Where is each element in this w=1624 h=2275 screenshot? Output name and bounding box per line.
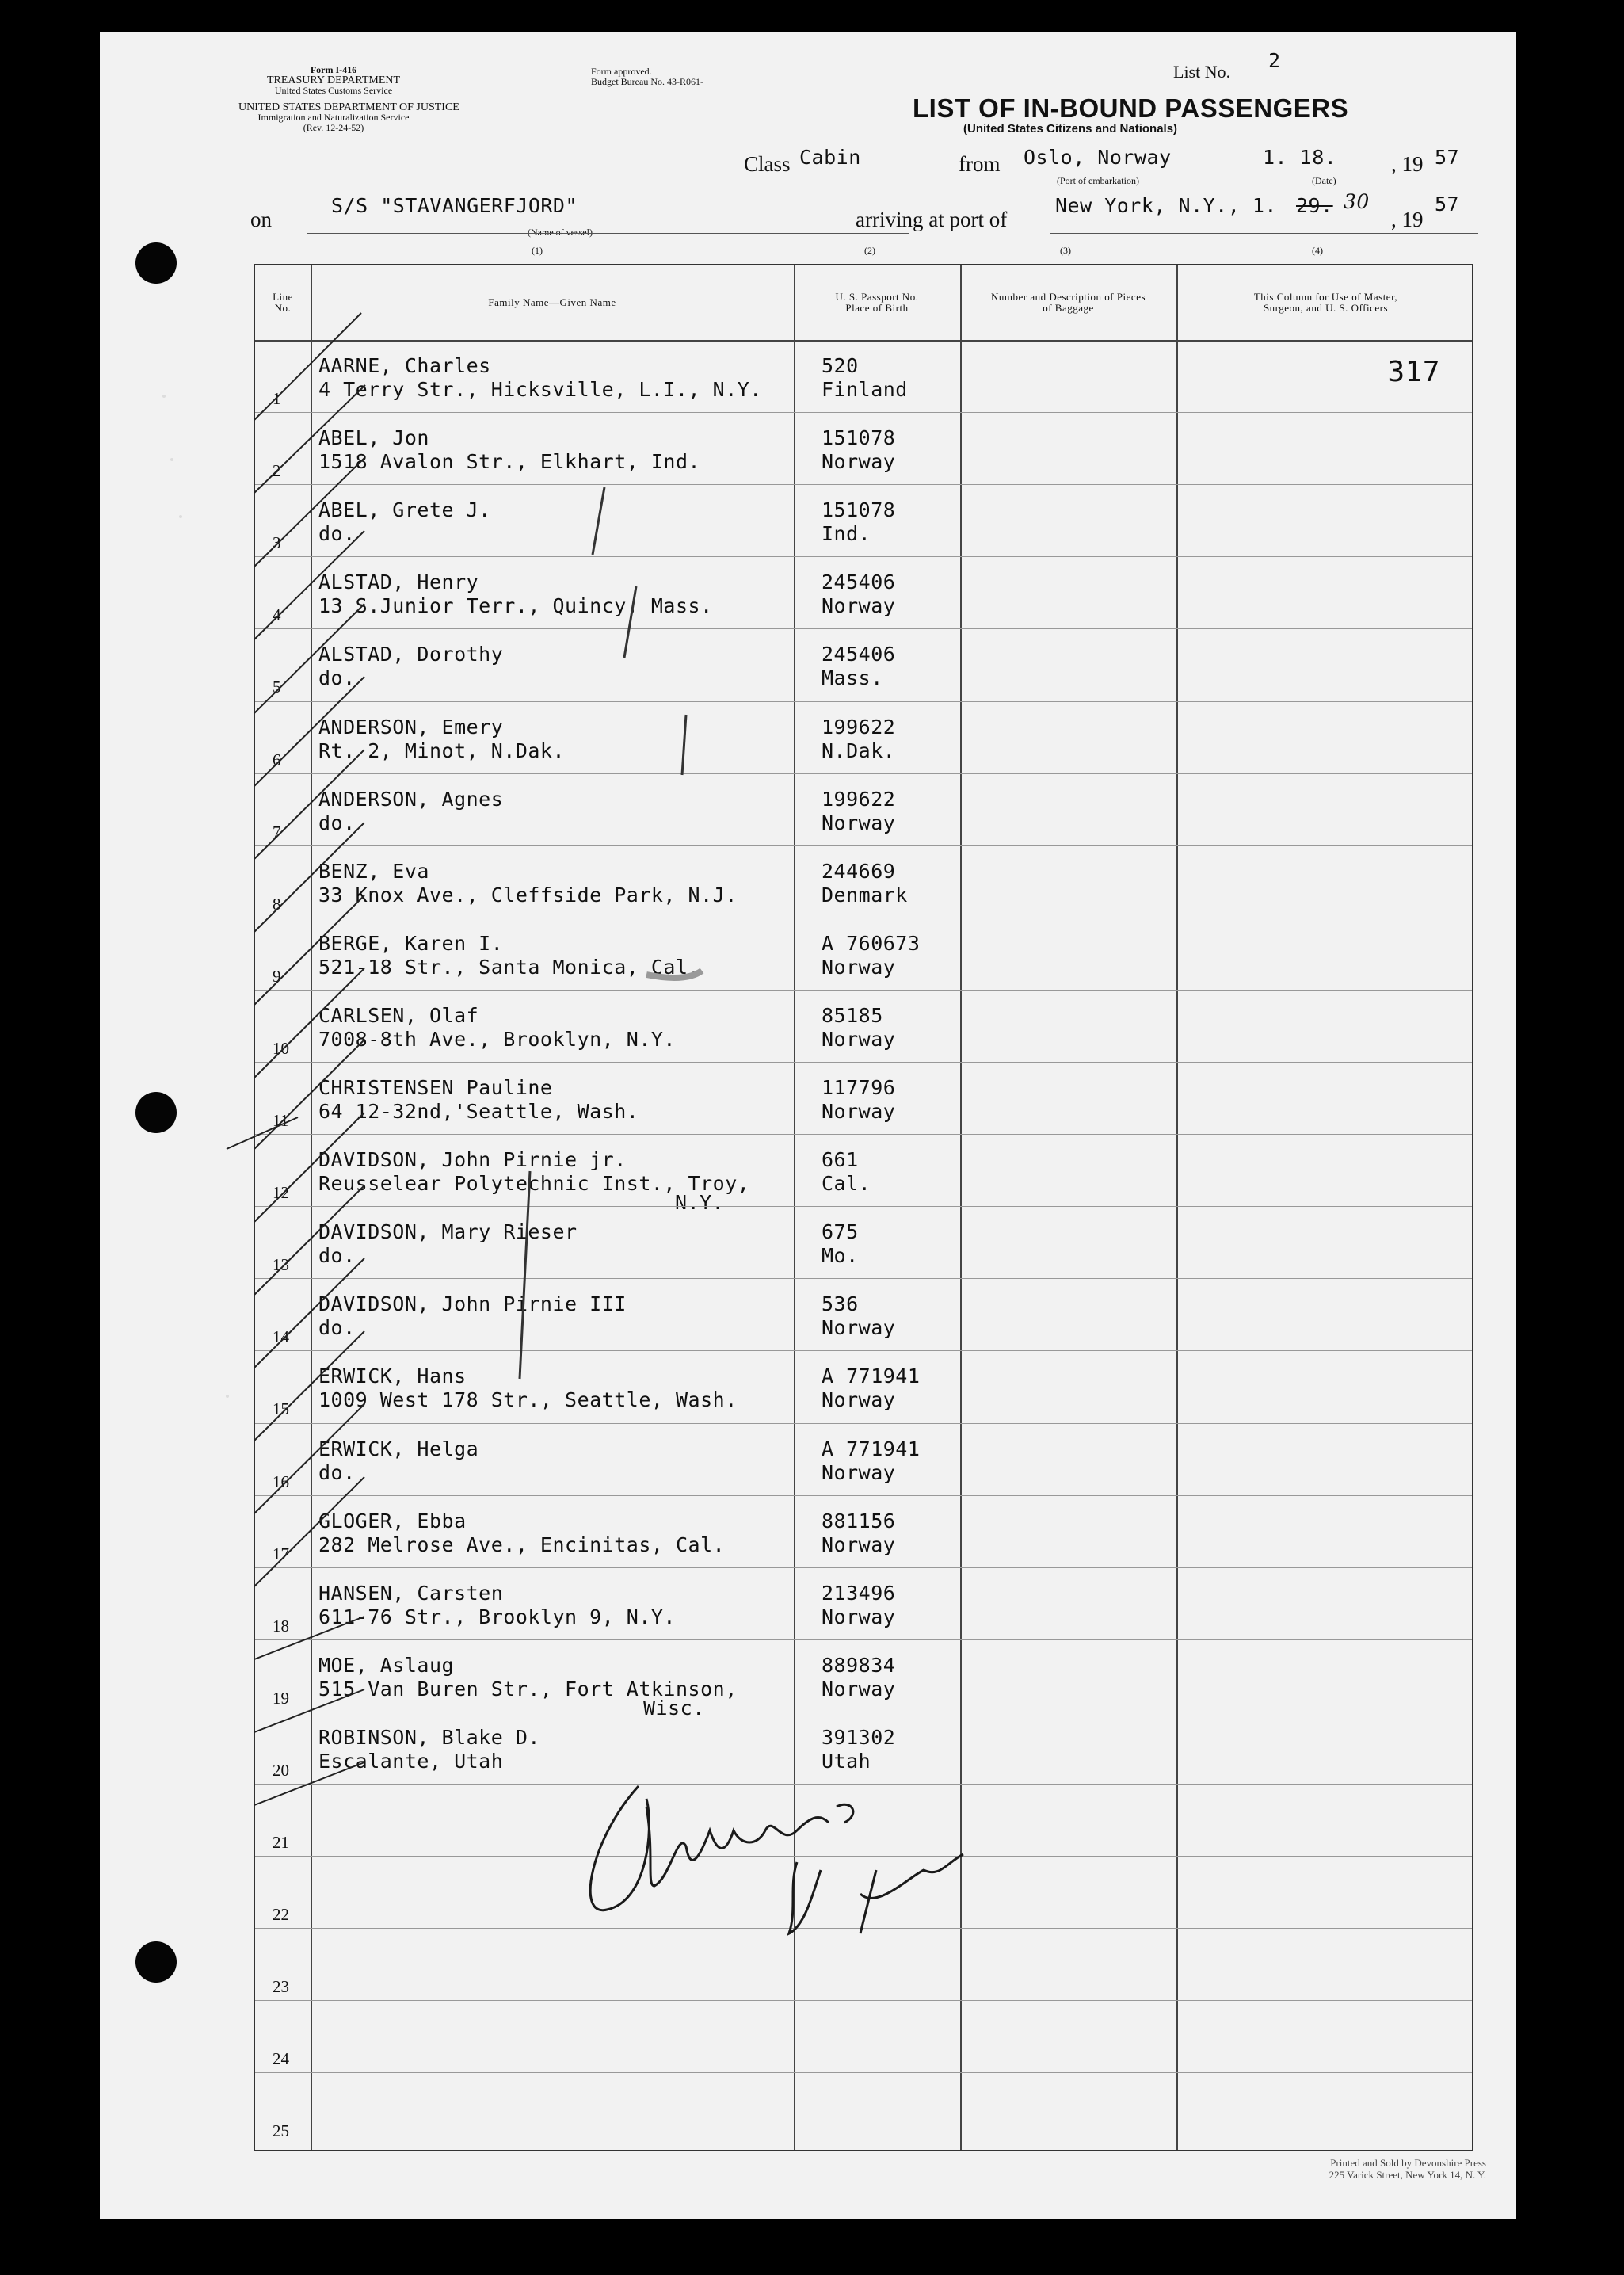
line-number: 19 <box>273 1688 289 1708</box>
punch-hole-top <box>135 242 177 284</box>
place-of-birth: Utah <box>822 1749 871 1773</box>
table-row <box>255 2072 1472 2144</box>
line-number: 2 <box>273 461 281 481</box>
passport-number: 151078 <box>822 426 896 450</box>
passenger-name: CARLSEN, Olaf <box>318 1003 479 1027</box>
budget-bureau: Budget Bureau No. 43-R061- <box>591 76 703 87</box>
printer-line-1: Printed and Sold by Devonshire Press <box>1330 2157 1486 2169</box>
from-label: from <box>959 152 1001 176</box>
list-no-value: 2 <box>1268 49 1281 72</box>
passenger-address: do. <box>318 1244 356 1268</box>
dust-speck <box>162 395 166 398</box>
line-number: 6 <box>273 750 281 769</box>
place-of-birth: Norway <box>822 1316 896 1340</box>
dust-speck <box>226 1395 229 1398</box>
passenger-address: do. <box>318 811 356 834</box>
place-of-birth: Denmark <box>822 883 908 907</box>
justice-dept: UNITED STATES DEPARTMENT OF JUSTICE <box>238 101 459 113</box>
place-of-birth: Norway <box>822 1533 896 1556</box>
place-of-birth: Norway <box>822 811 896 834</box>
line-number: 15 <box>273 1399 289 1419</box>
arrival-day-struck: 29. <box>1296 194 1333 217</box>
underline-port <box>1050 233 1478 234</box>
place-of-birth: Norway <box>822 450 896 474</box>
line-number: 18 <box>273 1616 289 1636</box>
place-of-birth: Mo. <box>822 1244 859 1268</box>
table-row <box>255 2000 1472 2072</box>
row-rule <box>255 1134 1472 1135</box>
row-rule <box>255 1639 1472 1640</box>
line-number: 12 <box>273 1183 289 1203</box>
officer-note: 317 <box>1387 356 1440 388</box>
passenger-address: 1518 Avalon Str., Elkhart, Ind. <box>318 450 701 474</box>
table-row <box>255 990 1472 1062</box>
table-row <box>255 1134 1472 1215</box>
passenger-name: HANSEN, Carsten <box>318 1581 504 1605</box>
passenger-address: do. <box>318 1460 356 1484</box>
passenger-address: do. <box>318 666 356 690</box>
row-rule <box>255 1062 1472 1063</box>
passenger-name: DAVIDSON, Mary Rieser <box>318 1220 578 1244</box>
row-rule <box>255 1928 1472 1929</box>
ins-service: Immigration and Naturalization Service <box>257 112 410 123</box>
passenger-address: do. <box>318 1316 356 1340</box>
document-page <box>100 32 1516 2219</box>
passport-number: 391302 <box>822 1725 896 1749</box>
passenger-name: AARNE, Charles <box>318 354 491 377</box>
list-no-label: List No. <box>1173 62 1231 82</box>
passenger-name: ABEL, Grete J. <box>318 498 491 522</box>
line-number: 16 <box>273 1471 289 1491</box>
passport-number: 85185 <box>822 1003 883 1027</box>
table-row <box>255 1567 1472 1639</box>
table-row <box>255 556 1472 628</box>
table-row <box>255 1712 1472 1784</box>
passport-number: 199622 <box>822 715 896 739</box>
dust-speck <box>170 458 173 461</box>
line-number: 10 <box>273 1038 289 1058</box>
col-header-baggage: Number and Description of Pieces of Baggage <box>990 291 1146 314</box>
line-number: 9 <box>273 966 281 986</box>
form-approval <box>591 67 703 87</box>
year-prefix-1: , 19 <box>1391 152 1424 176</box>
table-row <box>255 845 1472 918</box>
passport-number: 536 <box>822 1292 859 1316</box>
row-rule <box>255 2072 1472 2073</box>
place-of-birth: Norway <box>822 1460 896 1484</box>
passenger-address: 1009 West 178 Str., Seattle, Wash. <box>318 1388 738 1412</box>
table-row <box>255 1784 1472 1856</box>
from-value: Oslo, Norway <box>1024 146 1172 169</box>
row-rule <box>255 484 1472 485</box>
place-of-birth: Finland <box>822 378 908 401</box>
vessel-name: S/S "STAVANGERFJORD" <box>331 194 578 217</box>
class-label: Class <box>744 152 791 176</box>
line-number: 8 <box>273 894 281 914</box>
form-approved: Form approved. <box>591 66 652 77</box>
date-caption: (Date) <box>1312 175 1336 186</box>
passport-number: 881156 <box>822 1509 896 1533</box>
passenger-name: DAVIDSON, John Pirnie III <box>318 1292 627 1316</box>
treasury-dept: TREASURY DEPARTMENT <box>266 74 401 86</box>
row-rule <box>255 628 1472 629</box>
passenger-address: Rt. 2, Minot, N.Dak. <box>318 739 566 762</box>
passenger-name: GLOGER, Ebba <box>318 1509 467 1533</box>
table-row <box>255 1206 1472 1278</box>
port-embark-caption: (Port of embarkation) <box>1057 175 1139 186</box>
passenger-address: Reusselear Polytechnic Inst., Troy, <box>318 1172 750 1196</box>
table-row <box>255 412 1472 484</box>
place-of-birth: Norway <box>822 1677 896 1701</box>
passenger-name: ANDERSON, Emery <box>318 715 504 739</box>
col-header-passport: U. S. Passport No. Place of Birth <box>835 291 919 314</box>
passenger-address: Escalante, Utah <box>318 1749 504 1773</box>
line-number: 5 <box>273 678 281 697</box>
year-prefix-2: , 19 <box>1391 208 1424 231</box>
passport-number: 213496 <box>822 1581 896 1605</box>
passenger-name: BENZ, Eva <box>318 859 429 883</box>
line-number: 20 <box>273 1760 289 1780</box>
passport-number: 244669 <box>822 859 896 883</box>
table-row <box>255 340 1472 412</box>
row-rule <box>255 556 1472 557</box>
line-number: 7 <box>273 822 281 842</box>
table-row <box>255 1278 1472 1350</box>
table-row <box>255 773 1472 845</box>
line-number: 25 <box>273 2121 289 2141</box>
row-rule <box>255 1784 1472 1785</box>
passenger-name: CHRISTENSEN Pauline <box>318 1076 553 1099</box>
line-number: 11 <box>273 1111 289 1130</box>
passenger-address: 611-76 Str., Brooklyn 9, N.Y. <box>318 1605 676 1628</box>
passport-number: 675 <box>822 1220 859 1244</box>
passenger-address: do. <box>318 522 356 546</box>
passenger-table <box>254 264 1473 2151</box>
row-rule <box>255 1423 1472 1424</box>
arrival-year: 57 <box>1435 193 1460 216</box>
form-title: LIST OF IN-BOUND PASSENGERS <box>913 94 1349 123</box>
row-rule <box>255 1206 1472 1207</box>
passenger-name: ALSTAD, Dorothy <box>318 643 504 666</box>
arrival-day: 30 <box>1344 190 1370 213</box>
line-number: 24 <box>273 2049 289 2069</box>
col-header-name: Family Name—Given Name <box>488 296 616 308</box>
row-rule <box>255 2000 1472 2001</box>
passenger-address: 7008-8th Ave., Brooklyn, N.Y. <box>318 1027 676 1051</box>
row-rule <box>255 990 1472 991</box>
row-rule <box>255 773 1472 774</box>
passport-number: 151078 <box>822 498 896 522</box>
passport-number: 520 <box>822 354 859 377</box>
line-number: 13 <box>273 1255 289 1275</box>
vessel-caption: (Name of vessel) <box>528 227 593 238</box>
place-of-birth: Norway <box>822 594 896 618</box>
form-subtitle: (United States Citizens and Nationals) <box>963 122 1178 136</box>
passenger-address: 33 Knox Ave., Cleffside Park, N.J. <box>318 883 738 907</box>
passport-number: 245406 <box>822 643 896 666</box>
line-number: 1 <box>273 389 281 408</box>
passport-number: A 771941 <box>822 1365 921 1388</box>
passenger-address-cont: N.Y. <box>675 1191 725 1215</box>
dust-speck <box>179 515 182 518</box>
passenger-name: ERWICK, Hans <box>318 1365 467 1388</box>
table-row <box>255 1495 1472 1567</box>
passenger-address: 64 12-32nd,'Seattle, Wash. <box>318 1100 639 1123</box>
passenger-address-cont: Wisc. <box>643 1696 705 1720</box>
punch-hole-middle <box>135 1092 177 1133</box>
passenger-name: ALSTAD, Henry <box>318 571 479 594</box>
passenger-address: 282 Melrose Ave., Encinitas, Cal. <box>318 1533 726 1556</box>
place-of-birth: N.Dak. <box>822 739 896 762</box>
place-of-birth: Norway <box>822 1100 896 1123</box>
col-num-2: (2) <box>864 245 875 256</box>
row-rule <box>255 1856 1472 1857</box>
passenger-name: DAVIDSON, John Pirnie jr. <box>318 1148 627 1172</box>
customs-service: United States Customs Service <box>274 85 393 96</box>
table-row <box>255 1062 1472 1134</box>
col-header-officers: This Column for Use of Master, Surgeon, and U. S. Officers <box>1253 291 1398 314</box>
col-num-3: (3) <box>1060 245 1071 256</box>
line-number: 17 <box>273 1544 289 1563</box>
form-header-left <box>238 64 459 133</box>
departure-date: 1. 18. <box>1263 146 1337 169</box>
col-num-4: (4) <box>1312 245 1323 256</box>
passport-number: 661 <box>822 1148 859 1172</box>
underline-vessel <box>307 233 909 234</box>
passenger-address: 521-18 Str., Santa Monica, Cal. <box>318 955 701 979</box>
on-label: on <box>250 208 272 231</box>
place-of-birth: Norway <box>822 1027 896 1051</box>
place-of-birth: Norway <box>822 1388 896 1412</box>
arriving-label: arriving at port of <box>856 208 1008 231</box>
printer-line-2: 225 Varick Street, New York 14, N. Y. <box>1329 2169 1486 2181</box>
row-rule <box>255 1495 1472 1496</box>
passenger-name: MOE, Aslaug <box>318 1653 455 1677</box>
row-rule <box>255 845 1472 846</box>
table-row <box>255 1856 1472 1928</box>
passport-number: 199622 <box>822 787 896 811</box>
passenger-name: ERWICK, Helga <box>318 1437 479 1460</box>
table-row <box>255 484 1472 556</box>
passport-number: 117796 <box>822 1076 896 1099</box>
class-value: Cabin <box>799 146 861 169</box>
table-row <box>255 1928 1472 2000</box>
table-row <box>255 1639 1472 1720</box>
table-row <box>255 701 1472 773</box>
passenger-address: 4 Terry Str., Hicksville, L.I., N.Y. <box>318 378 762 401</box>
place-of-birth: Norway <box>822 1605 896 1628</box>
arrival-port: New York, N.Y., 1. <box>1055 194 1277 217</box>
passenger-name: BERGE, Karen I. <box>318 931 504 955</box>
passport-number: 889834 <box>822 1653 896 1677</box>
passenger-name: ABEL, Jon <box>318 426 429 450</box>
row-rule <box>255 1350 1472 1351</box>
line-number: 21 <box>273 1833 289 1852</box>
row-rule <box>255 1278 1472 1279</box>
passport-number: A 771941 <box>822 1437 921 1460</box>
place-of-birth: Ind. <box>822 522 871 546</box>
table-row <box>255 918 1472 990</box>
printer-imprint <box>1201 2157 1486 2181</box>
table-row <box>255 1423 1472 1495</box>
place-of-birth: Norway <box>822 955 896 979</box>
row-rule <box>255 412 1472 413</box>
col-num-1: (1) <box>532 245 543 256</box>
line-number: 14 <box>273 1327 289 1347</box>
row-rule <box>255 701 1472 702</box>
passenger-name: ROBINSON, Blake D. <box>318 1725 540 1749</box>
passport-number: 245406 <box>822 571 896 594</box>
passenger-name: ANDERSON, Agnes <box>318 787 504 811</box>
table-row <box>255 1350 1472 1422</box>
passenger-address: 515 Van Buren Str., Fort Atkinson, <box>318 1677 738 1701</box>
line-number: 3 <box>273 533 281 553</box>
line-number: 4 <box>273 605 281 625</box>
place-of-birth: Cal. <box>822 1172 871 1196</box>
passport-number: A 760673 <box>822 931 921 955</box>
col-header-line-no: Line No. <box>273 291 293 314</box>
revision: (Rev. 12-24-52) <box>303 122 364 133</box>
punch-hole-bottom <box>135 1941 177 1983</box>
departure-year: 57 <box>1435 146 1460 169</box>
passenger-address: 13 S.Junior Terr., Quincy, Mass. <box>318 594 713 618</box>
line-number: 23 <box>273 1977 289 1997</box>
table-row <box>255 628 1472 700</box>
form-number: Form I-416 <box>310 64 357 75</box>
place-of-birth: Mass. <box>822 666 883 690</box>
line-number: 22 <box>273 1905 289 1925</box>
row-rule <box>255 1567 1472 1568</box>
